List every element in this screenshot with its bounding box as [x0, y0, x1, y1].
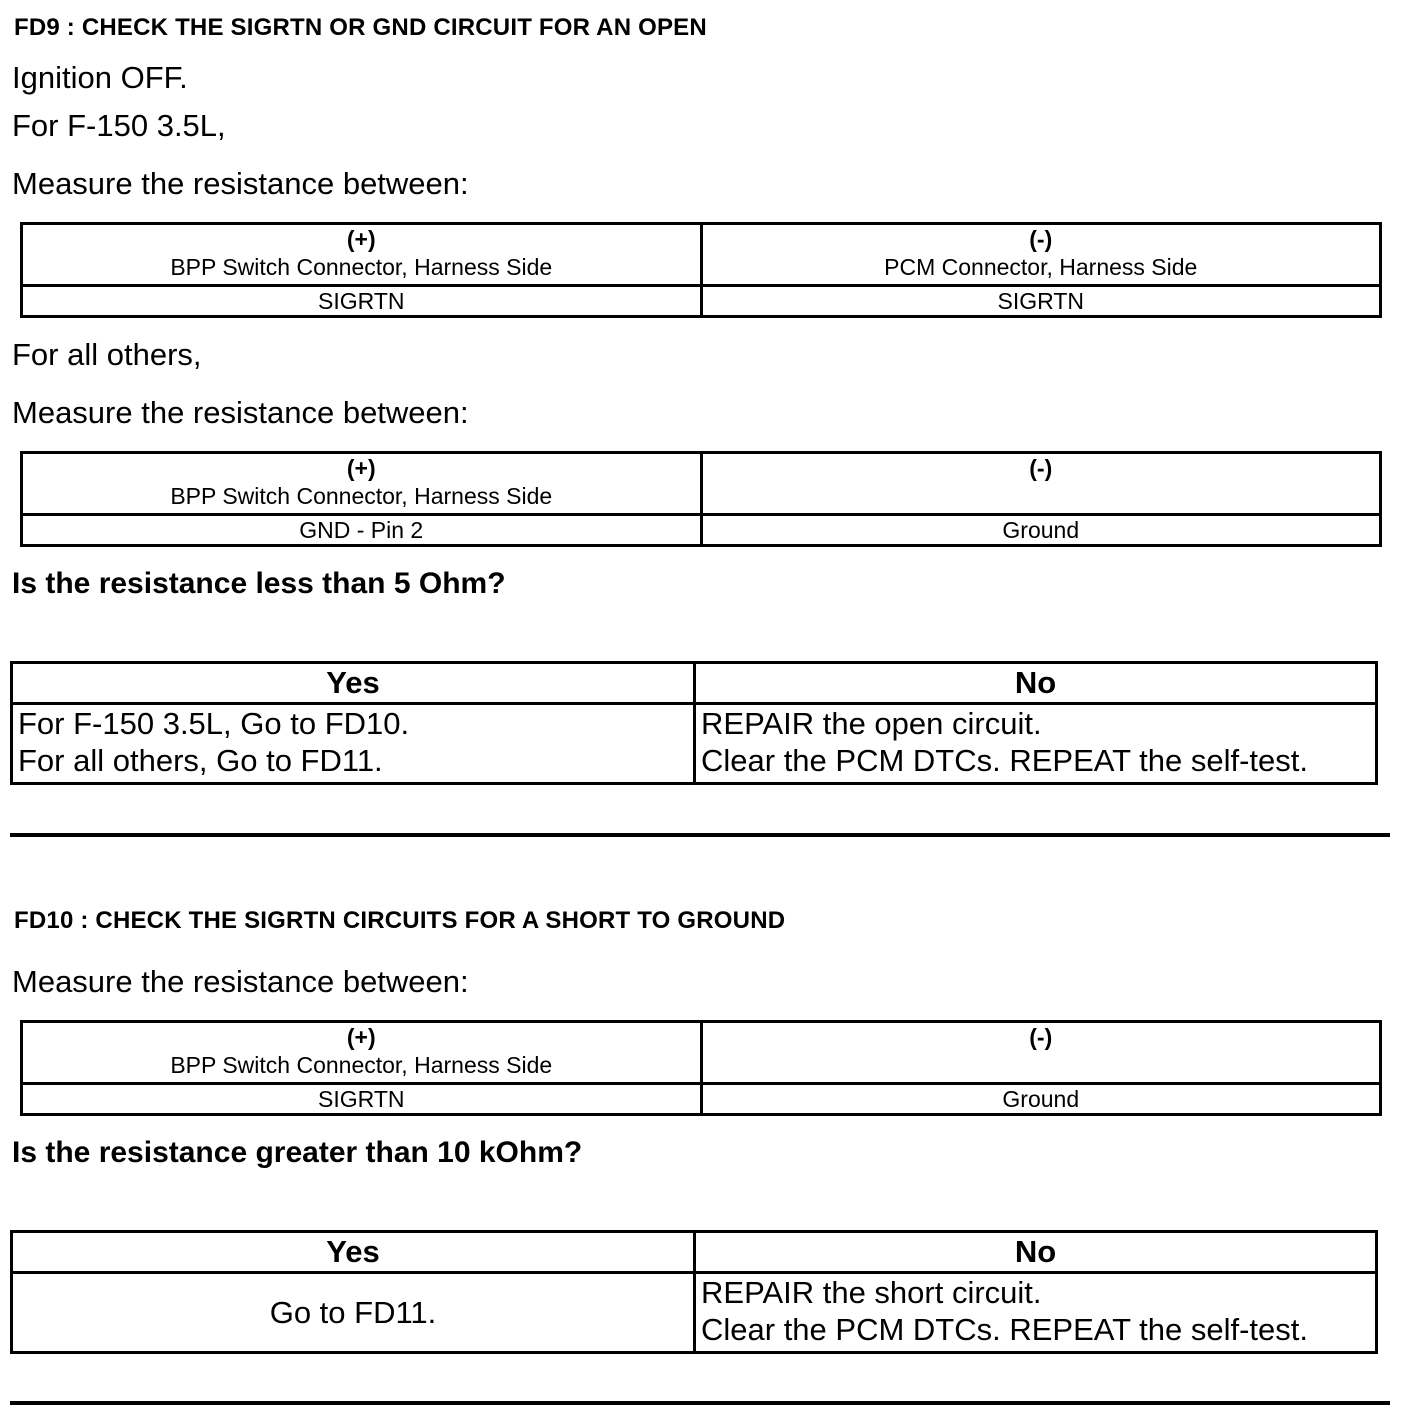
minus-column-header — [701, 1022, 1381, 1084]
yes-header: Yes — [12, 663, 695, 704]
plus-column-header — [22, 453, 702, 515]
plus-label: BPP Switch Connector, Harness Side — [170, 483, 553, 509]
fd10-question: Is the resistance greater than 10 kOhm? — [12, 1136, 583, 1169]
minus-value: SIGRTN — [701, 286, 1381, 317]
plus-value: SIGRTN — [22, 1084, 702, 1115]
minus-label: PCM Connector, Harness Side — [884, 254, 1198, 280]
no-cell — [695, 704, 1377, 784]
fd9-step-ignition: Ignition OFF. — [12, 60, 188, 95]
fd9-measure-instruction-1: Measure the resistance between: — [12, 166, 469, 201]
yes-line: For all others, Go to FD11. — [18, 743, 383, 778]
minus-sign: (-) — [1029, 226, 1053, 252]
yes-line: For F-150 3.5L, Go to FD10. — [18, 706, 410, 741]
yes-cell: Go to FD11. — [12, 1273, 695, 1353]
fd10-answer-table — [10, 1230, 1378, 1354]
no-line: REPAIR the open circuit. — [701, 706, 1042, 741]
fd9-heading: FD9 : CHECK THE SIGRTN OR GND CIRCUIT FOR AN OPEN — [14, 14, 707, 41]
fd9-question: Is the resistance less than 5 Ohm? — [12, 567, 506, 600]
plus-sign: (+) — [346, 226, 376, 252]
minus-column-header — [701, 224, 1381, 286]
plus-value: GND - Pin 2 — [22, 515, 702, 546]
no-header: No — [695, 1232, 1377, 1273]
fd10-heading: FD10 : CHECK THE SIGRTN CIRCUITS FOR A SHORT TO GROUND — [14, 907, 786, 934]
plus-column-header — [22, 224, 702, 286]
plus-label: BPP Switch Connector, Harness Side — [170, 254, 553, 280]
minus-column-header — [701, 453, 1381, 515]
minus-value: Ground — [701, 515, 1381, 546]
plus-column-header — [22, 1022, 702, 1084]
minus-value: Ground — [701, 1084, 1381, 1115]
no-cell — [695, 1273, 1377, 1353]
fd10-measure-table — [20, 1020, 1382, 1116]
fd9-measure-instruction-2: Measure the resistance between: — [12, 395, 469, 430]
plus-sign: (+) — [346, 1024, 376, 1050]
fd10-measure-instruction: Measure the resistance between: — [12, 964, 469, 999]
fd9-measure-table-1 — [20, 222, 1382, 318]
no-line: Clear the PCM DTCs. REPEAT the self-test. — [701, 743, 1308, 778]
fd9-condition-others: For all others, — [12, 337, 202, 372]
section-divider — [10, 1401, 1390, 1405]
yes-header: Yes — [12, 1232, 695, 1273]
plus-value: SIGRTN — [22, 286, 702, 317]
no-header: No — [695, 663, 1377, 704]
plus-label: BPP Switch Connector, Harness Side — [170, 1052, 553, 1078]
minus-sign: (-) — [1029, 1024, 1053, 1050]
fd9-measure-table-2 — [20, 451, 1382, 547]
fd9-condition-f150: For F-150 3.5L, — [12, 108, 226, 143]
plus-sign: (+) — [346, 455, 376, 481]
no-line: REPAIR the short circuit. — [701, 1275, 1042, 1310]
yes-cell — [12, 704, 695, 784]
no-line: Clear the PCM DTCs. REPEAT the self-test. — [701, 1312, 1308, 1347]
minus-sign: (-) — [1029, 455, 1053, 481]
section-divider — [10, 833, 1390, 837]
fd9-answer-table — [10, 661, 1378, 785]
